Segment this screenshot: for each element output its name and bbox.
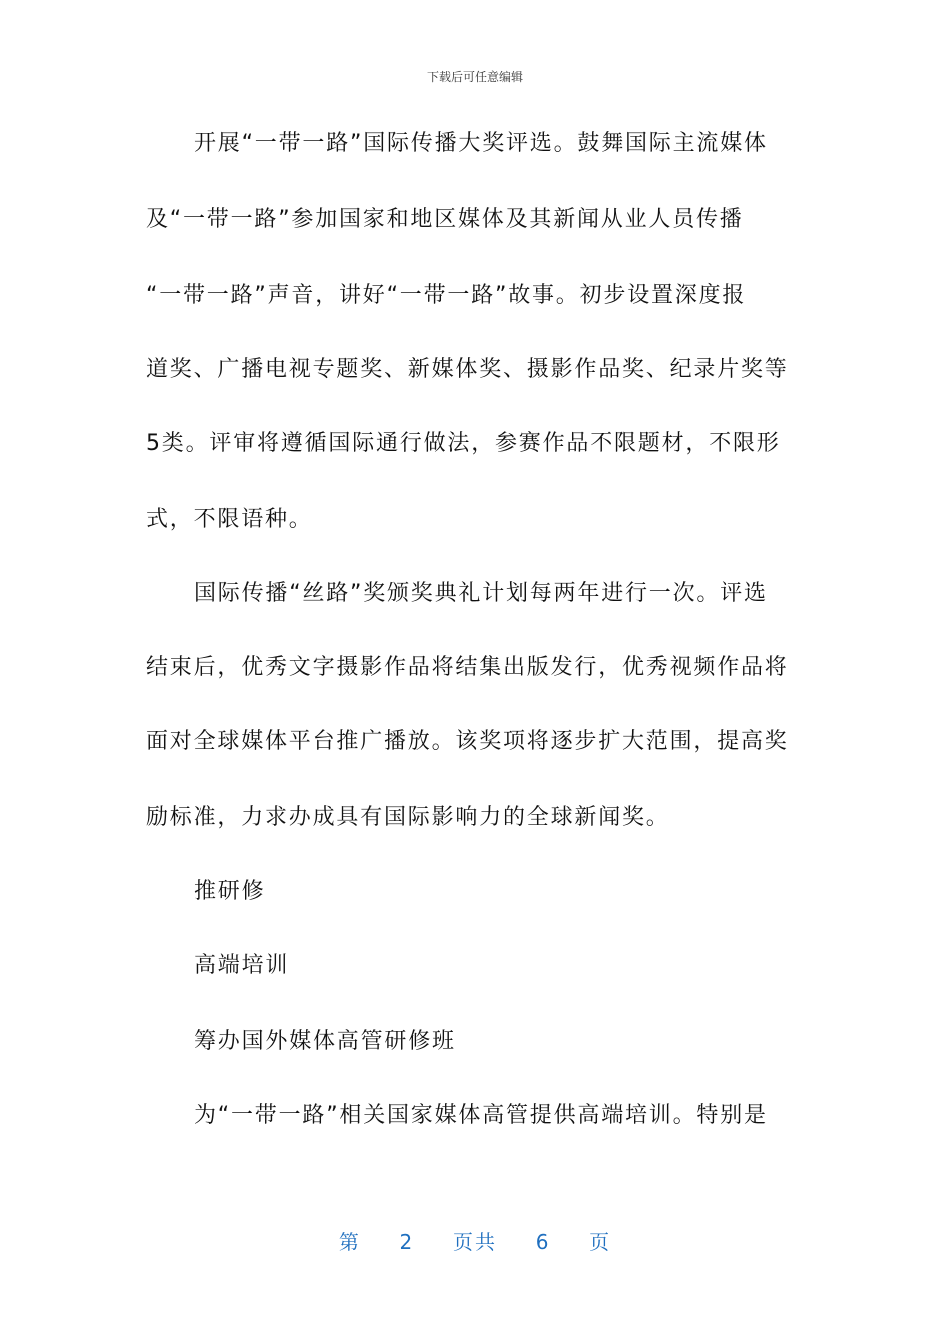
section-item-title: 筹办国外媒体高管研修班 xyxy=(194,1029,456,1054)
section-subheading: 高端培训 xyxy=(194,953,290,978)
paragraph-line: 式，不限语种。 xyxy=(146,507,313,532)
total-page-count: 6 xyxy=(535,1230,551,1254)
paragraph-line: 5类。评审将遵循国际通行做法，参赛作品不限题材，不限形 xyxy=(146,431,781,456)
footer-suffix: 页 xyxy=(589,1230,612,1254)
paragraph-line: 结束后，优秀文字摄影作品将结集出版发行，优秀视频作品将 xyxy=(146,655,789,680)
current-page-number: 2 xyxy=(399,1230,415,1254)
paragraph-line: 及“一带一路”参加国家和地区媒体及其新闻从业人员传播 xyxy=(146,207,744,232)
footer-middle: 页共 xyxy=(453,1230,497,1254)
paragraph-line: 道奖、广播电视专题奖、新媒体奖、摄影作品奖、纪录片奖等 xyxy=(146,357,789,382)
section-heading: 推研修 xyxy=(194,879,266,904)
page-header: 下载后可任意编辑 xyxy=(426,70,523,84)
paragraph-line: 励标准，力求办成具有国际影响力的全球新闻奖。 xyxy=(146,805,670,830)
paragraph-line: 开展“一带一路”国际传播大奖评选。鼓舞国际主流媒体 xyxy=(194,131,768,156)
paragraph-line: “一带一路”声音，讲好“一带一路”故事。初步设置深度报 xyxy=(146,283,747,308)
paragraph-line: 为“一带一路”相关国家媒体高管提供高端培训。特别是 xyxy=(194,1103,768,1128)
paragraph-line: 面对全球媒体平台推广播放。该奖项将逐步扩大范围，提高奖 xyxy=(146,729,789,754)
footer-prefix: 第 xyxy=(338,1230,361,1254)
paragraph-line: 国际传播“丝路”奖颁奖典礼计划每两年进行一次。评选 xyxy=(194,581,768,606)
page-footer xyxy=(0,1226,950,1255)
